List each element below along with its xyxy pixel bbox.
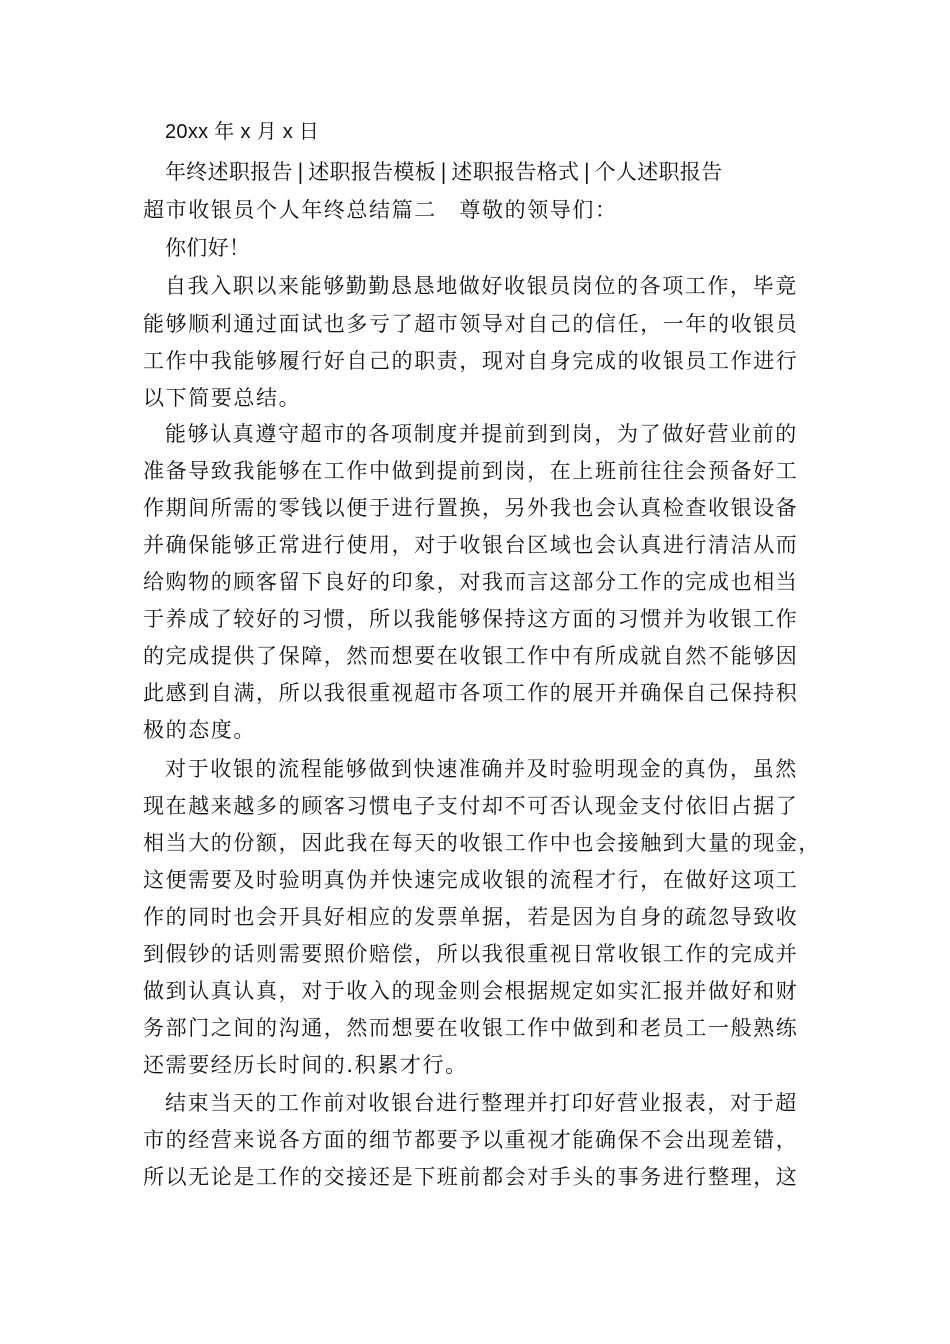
text-line: 并确保能够正常进行使用，对于收银台区域也会认真进行清洁从而 [143,533,799,557]
link-annual-report[interactable]: 年终述职报告 [165,160,293,184]
text-line: 对于收银的流程能够做到快速准确并及时验明现金的真伪，虽然 [165,757,798,781]
document-date: 20xx 年 x 月 x 日 [165,121,320,143]
link-separator: | [296,160,305,184]
text-line: 到假钞的话则需要照价赔偿，所以我很重视日常收银工作的完成并 [143,942,799,966]
title-line: 超市收银员个人年终总结篇二 尊敬的领导们： [143,198,618,222]
text-line: 自我入职以来能够勤勤恳恳地做好收银员岗位的各项工作，毕竟 [165,274,798,298]
text-line: 市的经营来说各方面的细节都要予以重视才能确保不会出现差错， [143,1128,799,1152]
text-line: 工作中我能够履行好自己的职责，现对自身完成的收银员工作进行 [143,349,799,373]
text-line: 作期间所需的零钱以便于进行置换，另外我也会认真检查收银设备 [143,496,799,520]
link-report-template[interactable]: 述职报告模板 [308,160,437,184]
text-line: 此感到自满，所以我很重视超市各项工作的展开并确保自己保持积 [143,681,799,705]
text-line: 这便需要及时验明真伪并快速完成收银的流程才行，在做好这项工 [143,868,799,892]
text-line: 能够顺利通过面试也多亏了超市领导对自己的信任，一年的收银员 [143,312,799,336]
text-line: 所以无论是工作的交接还是下班前都会对手头的事务进行整理，这 [143,1165,799,1189]
link-report-format[interactable]: 述职报告格式 [451,160,580,184]
link-separator: | [583,160,591,184]
text-line: 能够认真遵守超市的各项制度并提前到到岗，为了做好营业前的 [165,422,798,446]
link-separator: | [440,160,448,184]
greeting: 你们好！ [165,236,251,260]
text-line: 以下简要总结。 [143,386,302,410]
text-line: 于养成了较好的习惯，所以我能够保持这方面的习惯并为收银工作 [143,607,799,631]
text-line: 做到认真认真，对于收入的现金则会根据规定如实汇报并做好和财 [143,979,799,1003]
text-line: 结束当天的工作前对收银台进行整理并打印好营业报表，对于超 [165,1091,798,1115]
text-line: 的完成提供了保障，然而想要在收银工作中有所成就自然不能够因 [143,644,799,668]
text-line: 准备导致我能够在工作中做到提前到岗，在上班前往往会预备好工 [143,459,799,483]
related-links [165,158,722,186]
text-line: 现在越来越多的顾客习惯电子支付却不可否认现金支付依旧占据了 [143,794,799,818]
text-line: 务部门之间的沟通，然而想要在收银工作中做到和老员工一般熟练 [143,1016,799,1040]
text-line: 作的同时也会开具好相应的发票单据，若是因为自身的疏忽导致收 [143,905,799,929]
text-line: 给购物的顾客留下良好的印象，对我而言这部分工作的完成也相当 [143,570,799,594]
text-line: 相当大的份额，因此我在每天的收银工作中也会接触到大量的现金， [143,831,821,855]
text-line: 极的态度。 [143,718,256,742]
text-line: 还需要经历长时间的.积累才行。 [143,1053,468,1077]
link-personal-report[interactable]: 个人述职报告 [594,160,723,184]
